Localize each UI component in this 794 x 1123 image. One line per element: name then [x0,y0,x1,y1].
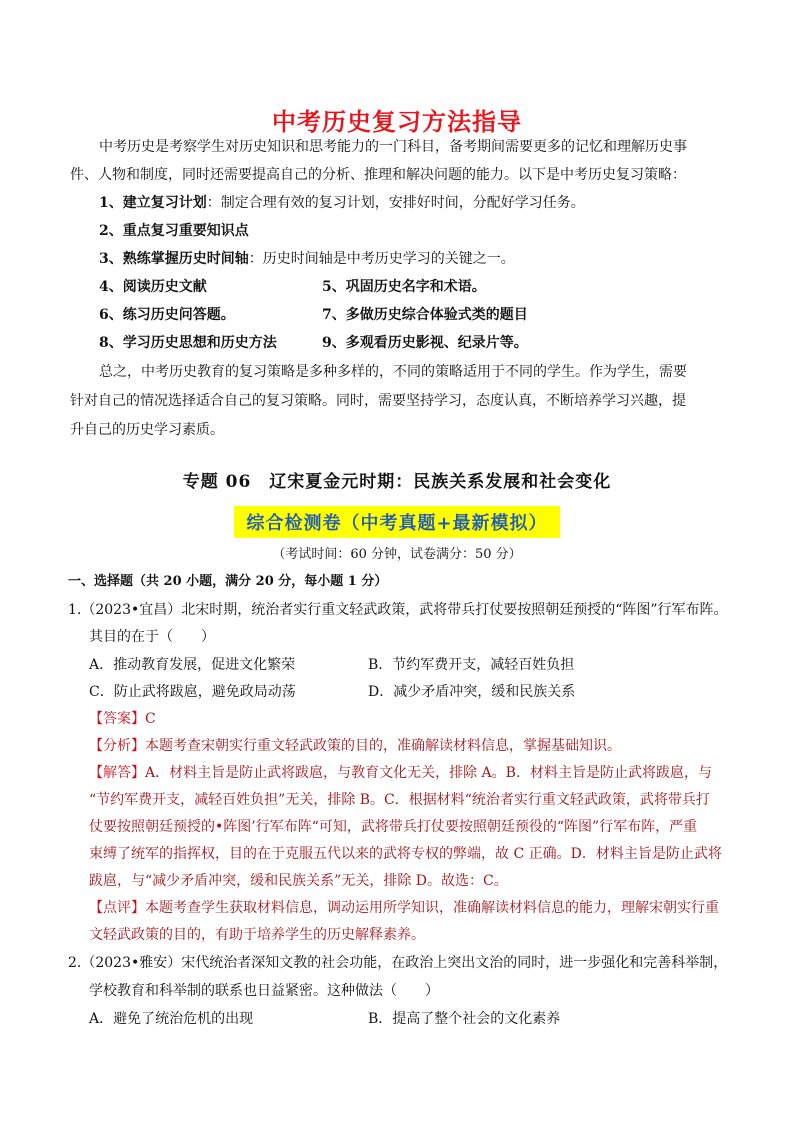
analysis-tag: 【分析】 [89,738,145,754]
analysis-text: 本题考查宋朝实行重文轻武政策的目的，准确解读材料信息，掌握基础知识。 [145,738,621,754]
banner-wrap [0,506,794,538]
answer-value: C [145,711,156,727]
q1-solution-line-5: 跋扈，与“减少矛盾冲突，缓和民族关系”无关，排除 D。故选：C。 [89,873,508,889]
q1-stem-line-1: 1.（2023•宜昌）北宋时期，统治者实行重文轻武政策，武将带兵打仗要按照朝廷预授的“阵图”行军布阵。 [68,602,728,618]
summary-line-1: 总之，中考历史教育的复习策略是多种多样的，不同的策略适用于不同的学生。作为学生，需要 [99,364,687,380]
q1-solution-line-3: 仗要按照朝廷预授的•阵图’行军布阵“可知，武将带兵打仗要按照朝廷预役的“阵图”行军布阵，严重 [89,819,698,835]
q2-stem-line-2: 学校教育和科举制的联系也日益紧密。这种做法（ ） [89,983,439,999]
q1-solution-line-4: 束缚了统军的指挥权，目的在于克服五代以来的武将专权的弊端，故 C 正确。D．材料主旨是防止武将 [89,846,722,862]
strategy-7: 7、多做历史综合体验式类的题目 [322,307,528,323]
intro-line-2: 件、人物和制度，同时还需要提高自己的分析、推理和解决问题的能力。以下是中考历史复习策略： [70,167,686,183]
q1-option-a: A．推动教育发展，促进文化繁荣 [89,657,296,673]
q2-option-a: A．避免了统治危机的出现 [89,1011,254,1027]
strategy-2: 2、重点复习重要知识点 [99,223,249,239]
solution-tag: 【解答】 [89,765,145,781]
strategy-5: 5、巩固历史名字和术语。 [322,279,486,295]
exam-time-info: （考试时间：60 分钟，试卷满分：50 分） [272,547,522,562]
strategy-3 [99,249,515,269]
topic-title: 专题 06 辽宋夏金元时期：民族关系发展和社会变化 [182,472,612,492]
strategy-3-head: 3、熟练掌握历史时间轴 [99,251,249,267]
intro-line-1: 中考历史是考察学生对历史知识和思考能力的一门科目，备考期间需要更多的记忆和理解历史事 [99,139,687,155]
strategy-6: 6、练习历史问答题。 [99,307,235,323]
q1-comment-line-1 [89,898,719,918]
section-heading: 一、选择题（共 20 小题，满分 20 分，每小题 1 分） [68,574,388,589]
comment-tag: 【点评】 [89,900,145,916]
solution-text-1: A．材料主旨是防止武将跋扈，与教育文化无关，排除 A。B．材料主旨是防止武将跋扈，与 [145,765,712,781]
answer-tag: 【答案】 [89,711,145,727]
summary-line-2: 针对自己的情况选择适合自己的复习策略。同时，需要坚持学习，态度认真，不断培养学习兴趣，提 [70,393,686,409]
strategy-4: 4、阅读历史文献 [99,279,207,295]
strategy-8: 8、学习历史思想和历史方法 [99,335,277,351]
exam-banner: 综合检测卷（中考真题+最新模拟） [234,506,559,538]
q2-option-b: B．提高了整个社会的文化素养 [368,1011,561,1027]
strategy-3-body: ：历史时间轴是中考历史学习的关键之一。 [248,251,515,267]
summary-line-3: 升自己的历史学习素质。 [70,422,224,438]
q1-solution-line-2: “节约军费开支，减轻百姓负担”无关，排除 B。C．根据材料“统治者实行重文轻武政策，武将带兵打 [89,792,710,808]
guide-title: 中考历史复习方法指导 [272,108,522,136]
q1-analysis [89,736,621,756]
comment-text-1: 本题考查学生获取材料信息，调动运用所学知识，准确解读材料信息的能力，理解宋朝实行重 [145,900,719,916]
q1-stem-line-2: 其目的在于（ ） [89,629,215,645]
q1-comment-line-2: 文轻武政策的目的，有助于培养学生的历史解释素养。 [89,927,425,943]
q1-answer [89,709,156,729]
q2-stem-line-1: 2.（2023•雅安）宋代统治者深知文教的社会功能，在政治上突出文治的同时，进一步强化和完善科举制， [68,955,728,971]
q1-option-d: D．减少矛盾冲突，缓和民族关系 [368,684,576,700]
strategy-9: 9、多观看历史影视、纪录片等。 [322,335,528,351]
q1-option-b: B．节约军费开支，减轻百姓负担 [368,657,575,673]
strategy-1-head: 1、建立复习计划 [99,195,207,211]
strategy-1 [99,193,585,213]
q1-option-c: C．防止武将跋扈，避免政局动荡 [89,684,296,700]
q1-solution-line-1 [89,763,712,783]
strategy-1-body: ：制定合理有效的复习计划，安排好时间，分配好学习任务。 [206,195,585,211]
